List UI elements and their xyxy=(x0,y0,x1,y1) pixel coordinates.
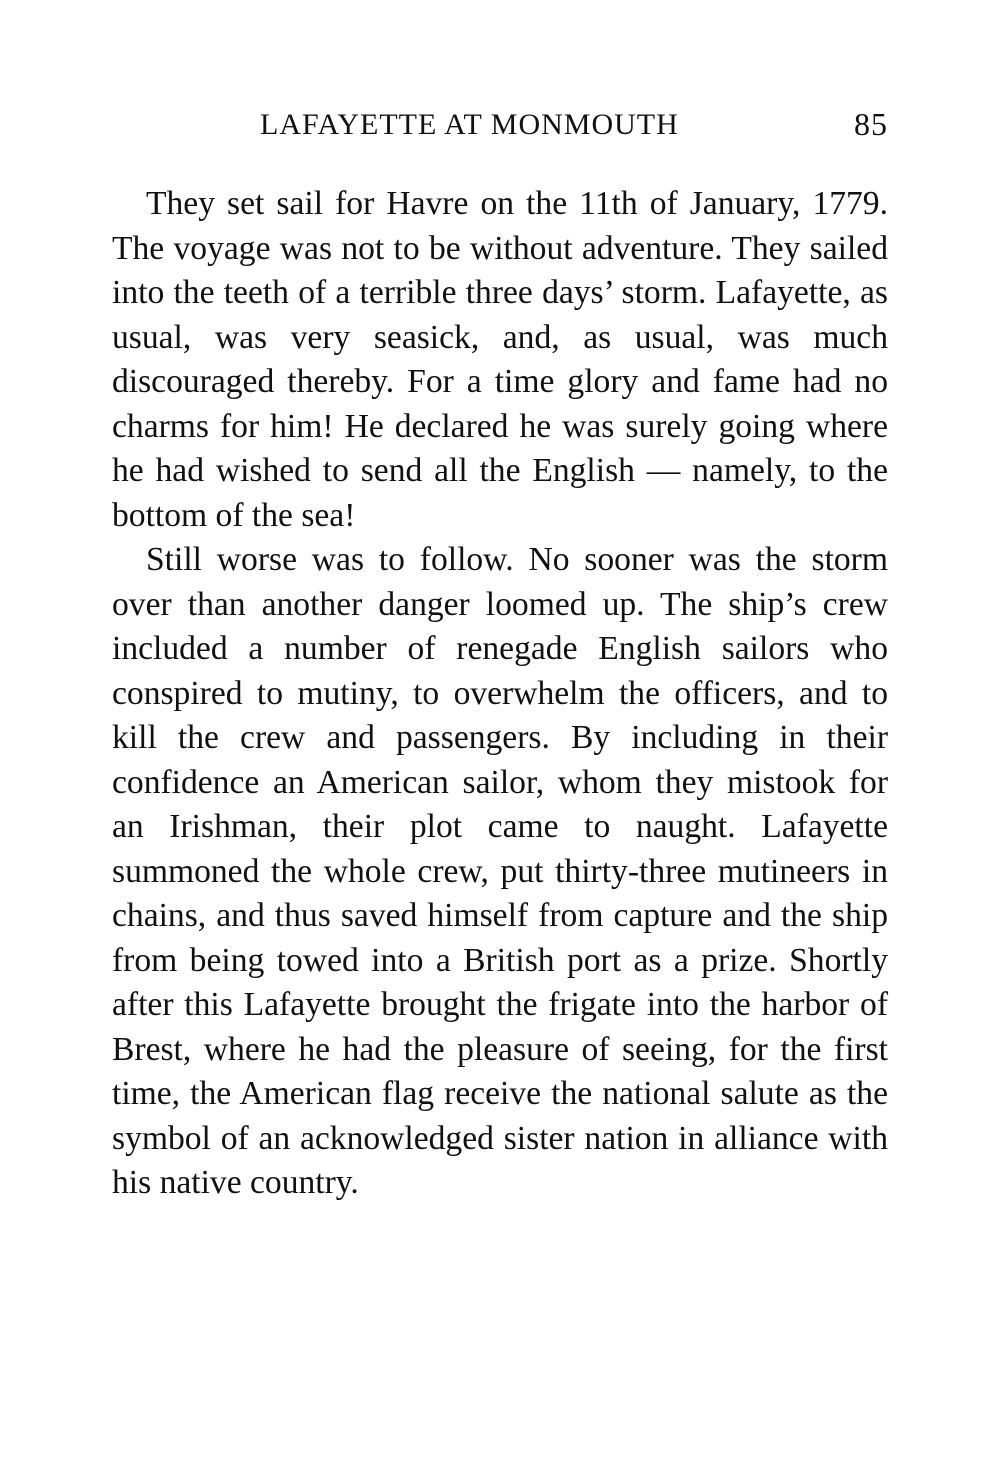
page-number: 85 xyxy=(854,106,888,142)
running-title: LAFAYETTE AT MONMOUTH xyxy=(260,108,679,141)
book-page xyxy=(112,100,888,1206)
body-text xyxy=(112,182,888,1206)
paragraph-mutiny: Still worse was to follow. No sooner was the storm over than another danger loomed up. The ship’s crew included a number of renegade English sailors who conspired to mutiny, to overwhelm the officers, and to kill the crew and passengers. By including in their confidence an American sailor, whom they mistook for an Irishman, their plot came to naught. Lafayette summoned the whole crew, put thirty-three mutineers in chains, and thus saved himself from capture and the ship from being towed into a British port as a prize. Shortly after this Lafayette brought the frigate into the harbor of Brest, where he had the pleasure of seeing, for the first time, the American flag receive the national salute as the symbol of an acknowledged sister nation in alliance with his native country. xyxy=(112,541,888,1201)
running-head xyxy=(112,100,888,152)
paragraph-voyage: They set sail for Havre on the 11th of January, 1779. The voyage was not to be without adventure. They sailed into the teeth of a terrible three days’ storm. Lafayette, as usual, was very seasick, and, as usual, was much discouraged thereby. For a time glory and fame had no charms for him! He declared he was surely going where he had wished to send all the English — namely, to the bottom of the sea! xyxy=(112,185,888,534)
